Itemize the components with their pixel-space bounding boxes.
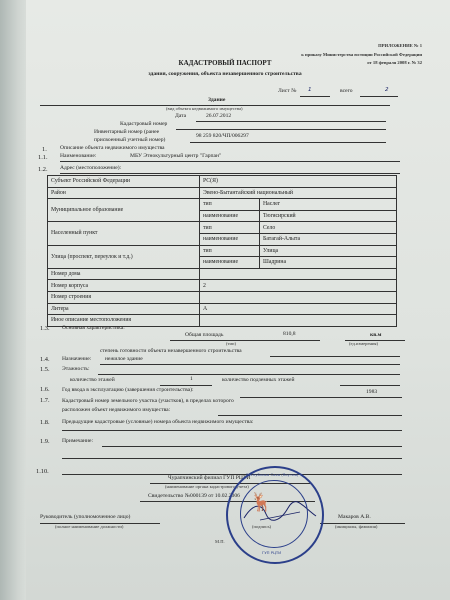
previous-numbers-label: Предыдущие кадастровые (условные) номера объекта недвижимого имущества:	[62, 419, 254, 425]
street-name: Шадрина	[260, 257, 397, 269]
settlement-type-label: тип	[200, 222, 260, 234]
sheet-label: Лист №	[278, 88, 297, 94]
structure-value	[200, 291, 397, 303]
note-label: Примечание:	[62, 438, 94, 444]
district-label: Район	[48, 187, 200, 199]
section-1-10-number: 1.10.	[36, 468, 49, 475]
street-label: Улица (проспект, переулок и т.д.)	[48, 245, 200, 268]
object-kind: Здание	[208, 97, 226, 103]
area-label: Общая площадь	[185, 332, 224, 338]
municipal-name: Тюгясирский	[260, 210, 397, 222]
section-1-4-number: 1.4.	[40, 356, 50, 363]
underground-floors-label: количество подземных этажей	[222, 377, 295, 383]
inventory-label-2: присвоенный учетный номер)	[94, 137, 166, 143]
address-label: Адрес (местоположение):	[60, 165, 122, 171]
appendix-number: ПРИЛОЖЕНИЕ № 1	[378, 43, 422, 48]
address-table	[47, 175, 397, 327]
order-date: от 18 февраля 2008 г. № 32	[367, 60, 422, 65]
floors-value: 1	[190, 376, 193, 382]
settlement-name-label: наименование	[200, 233, 260, 245]
purpose-value: нежилое здание	[105, 356, 143, 362]
unit-caption: (ед.измерения)	[349, 341, 379, 346]
signature-caption: (подпись)	[252, 524, 272, 529]
official-seal	[226, 466, 324, 564]
municipal-type: Наслег	[260, 199, 397, 211]
sheet-total-label: всего	[340, 88, 353, 94]
reindeer-emblem-icon: 🦌	[250, 492, 273, 512]
section-1-8-number: 1.8.	[40, 419, 50, 426]
seal-place-label: М.П.	[215, 539, 225, 544]
area-value: 810,8	[283, 331, 296, 337]
land-plot-label-1: Кадастровый номер земельного участка (участков), в пределах которого	[62, 398, 234, 404]
house-label: Номер дома	[48, 268, 200, 280]
area-caption: (тип)	[226, 341, 236, 346]
commissioning-year: 1983	[366, 389, 378, 395]
inventory-number: 98 259 820/ЧП/006297	[196, 133, 249, 139]
date-value: 26.07.2012	[206, 113, 232, 119]
page-title: КАДАСТРОВЫЙ ПАСПОРТ	[178, 59, 272, 67]
sheet-value: 1	[308, 87, 312, 93]
name-label: Наименование:	[60, 153, 97, 159]
name-value: МБУ Этнокультурный центр "Гарпан"	[130, 153, 222, 159]
other-location-label: Иное описание местоположения	[48, 315, 200, 327]
house-value	[200, 268, 397, 280]
settlement-label: Населенный пункт	[48, 222, 200, 245]
subject-value: РС(Я)	[200, 176, 397, 188]
settlement-type: Село	[260, 222, 397, 234]
section-1-3-number: 1.3.	[40, 325, 50, 332]
sheet-total-value: 2	[385, 87, 389, 93]
subject-label: Субъект Российской Федерации	[48, 176, 200, 188]
section-1-7-number: 1.7.	[40, 397, 50, 404]
purpose-label: Назначение:	[62, 356, 92, 362]
district-value: Эвено-Бытантайский национальный	[200, 187, 397, 199]
section-1-2-number: 1.2.	[38, 166, 48, 173]
letter-value: А	[200, 303, 397, 315]
letter-label: Литера	[48, 303, 200, 315]
commissioning-year-label: Год ввода в эксплуатацию (завершения строительства):	[62, 387, 194, 393]
certificate: Свидетельство №000139 от 10.02.2006	[148, 493, 240, 499]
street-name-label: наименование	[200, 257, 260, 269]
section-1-9-number: 1.9.	[40, 438, 50, 445]
structure-label: Номер строения	[48, 291, 200, 303]
land-plot-label-2: расположен объект недвижимого имущества:	[62, 407, 171, 413]
unit-value: кв.м	[370, 332, 382, 338]
section-1-6-number: 1.6.	[40, 386, 50, 393]
agency-caption: (наименование органа кадастрового учета)	[165, 484, 249, 489]
agency-name: Чурапчинский филиал ГУП РЦТИ	[168, 475, 251, 481]
signatory-name: Макаров А.В.	[338, 514, 371, 520]
cadastral-number-label: Кадастровый номер	[120, 121, 168, 127]
municipal-name-label: наименование	[200, 210, 260, 222]
readiness-label: степень готовности объекта незавершенного строительства	[100, 348, 242, 354]
signatory-name-caption: (инициалы, фамилия)	[335, 524, 378, 529]
page-subtitle: здания, сооружения, объекта незавершенного строительства	[148, 71, 302, 77]
building-value: 2	[200, 280, 397, 292]
section-1-label: Описание объекта недвижимого имущества	[60, 145, 165, 151]
settlement-name: Батагай-Алыта	[260, 233, 397, 245]
order-reference: к приказу Министерства юстиции Российской Федерации	[301, 52, 422, 57]
floors-label: количество этажей	[70, 377, 115, 383]
main-characteristic-label: Основная характеристика:	[62, 325, 125, 331]
page-edge-shadow	[0, 0, 26, 600]
floors-heading: Этажность:	[62, 366, 90, 372]
municipal-label: Муниципальное образование	[48, 199, 200, 222]
head-position-caption: (полное наименование должности)	[55, 524, 124, 529]
building-label: Номер корпуса	[48, 280, 200, 292]
head-position: Руководитель (уполномоченное лицо)	[40, 514, 131, 520]
seal-ring-text: Республика Саха (Якутия)	[246, 472, 299, 477]
section-1-5-number: 1.5.	[40, 366, 50, 373]
other-location-value	[200, 315, 397, 327]
date-label: Дата	[175, 113, 187, 119]
seal-lower-text: ГУП РЦТИ	[262, 550, 282, 555]
inventory-label-1: Инвентарный номер (ранее	[94, 129, 160, 135]
section-1-number: 1.	[42, 146, 47, 153]
street-type: Улица	[260, 245, 397, 257]
street-type-label: тип	[200, 245, 260, 257]
municipal-type-label: тип	[200, 199, 260, 211]
section-1-1-number: 1.1.	[38, 154, 48, 161]
object-kind-caption: (вид объекта недвижимого имущества)	[166, 106, 243, 111]
